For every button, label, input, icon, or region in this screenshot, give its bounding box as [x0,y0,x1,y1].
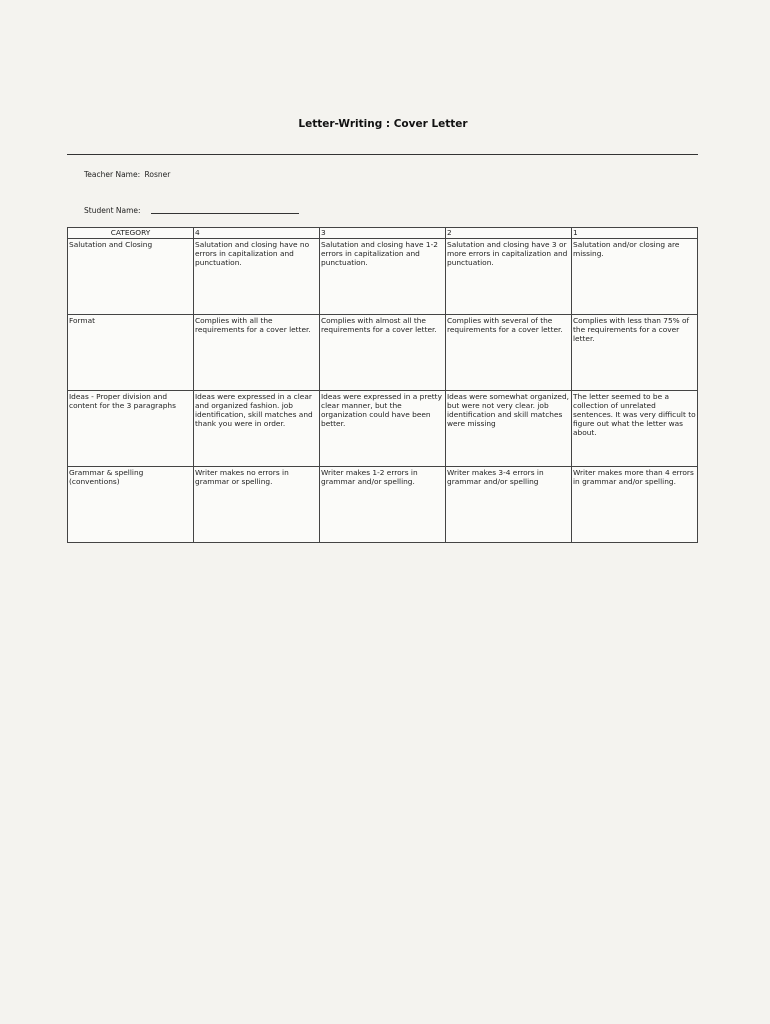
table-cell: Salutation and closing have 1-2 errors in capitalization and punctuation. [320,239,446,315]
table-row [68,239,698,315]
table-cell: Writer makes 3-4 errors in grammar and/or spelling [446,467,572,543]
header-score-2: 2 [446,228,572,239]
header-row [68,228,698,239]
table-cell: Ideas were expressed in a clear and organized fashion. job identification, skill matches and thank you were in order. [194,391,320,467]
teacher-field [84,170,170,179]
header-category: CATEGORY [68,228,194,239]
table-cell: Salutation and closing have no errors in capitalization and punctuation. [194,239,320,315]
header-score-3: 3 [320,228,446,239]
rubric-table [67,227,698,543]
row-category: Ideas - Proper division and content for the 3 paragraphs [68,391,194,467]
student-label: Student Name: [84,206,141,215]
row-category: Grammar & spelling (conventions) [68,467,194,543]
table-cell: The letter seemed to be a collection of unrelated sentences. It was very difficult to figure out what the letter was about. [572,391,698,467]
table-row [68,391,698,467]
table-cell: Ideas were expressed in a pretty clear manner, but the organization could have been better. [320,391,446,467]
row-category: Format [68,315,194,391]
table-cell: Writer makes more than 4 errors in grammar and/or spelling. [572,467,698,543]
title-divider [67,154,698,155]
table-cell: Writer makes no errors in grammar or spelling. [194,467,320,543]
teacher-label: Teacher Name: [84,170,141,179]
table-cell: Salutation and closing have 3 or more errors in capitalization and punctuation. [446,239,572,315]
table-cell: Complies with less than 75% of the requirements for a cover letter. [572,315,698,391]
document-title: Letter-Writing : Cover Letter [298,118,468,130]
table-cell: Complies with all the requirements for a cover letter. [194,315,320,391]
row-category: Salutation and Closing [68,239,194,315]
table-row [68,467,698,543]
table-cell: Complies with almost all the requirements for a cover letter. [320,315,446,391]
table-cell: Complies with several of the requirements for a cover letter. [446,315,572,391]
table-cell: Writer makes 1-2 errors in grammar and/or spelling. [320,467,446,543]
table-row [68,315,698,391]
header-score-1: 1 [572,228,698,239]
header-score-4: 4 [194,228,320,239]
table-cell: Ideas were somewhat organized, but were not very clear. job identification and skill matches were missing [446,391,572,467]
student-field [84,206,141,215]
student-name-blank [151,213,299,214]
teacher-name: Rosner [144,170,171,179]
table-cell: Salutation and/or closing are missing. [572,239,698,315]
